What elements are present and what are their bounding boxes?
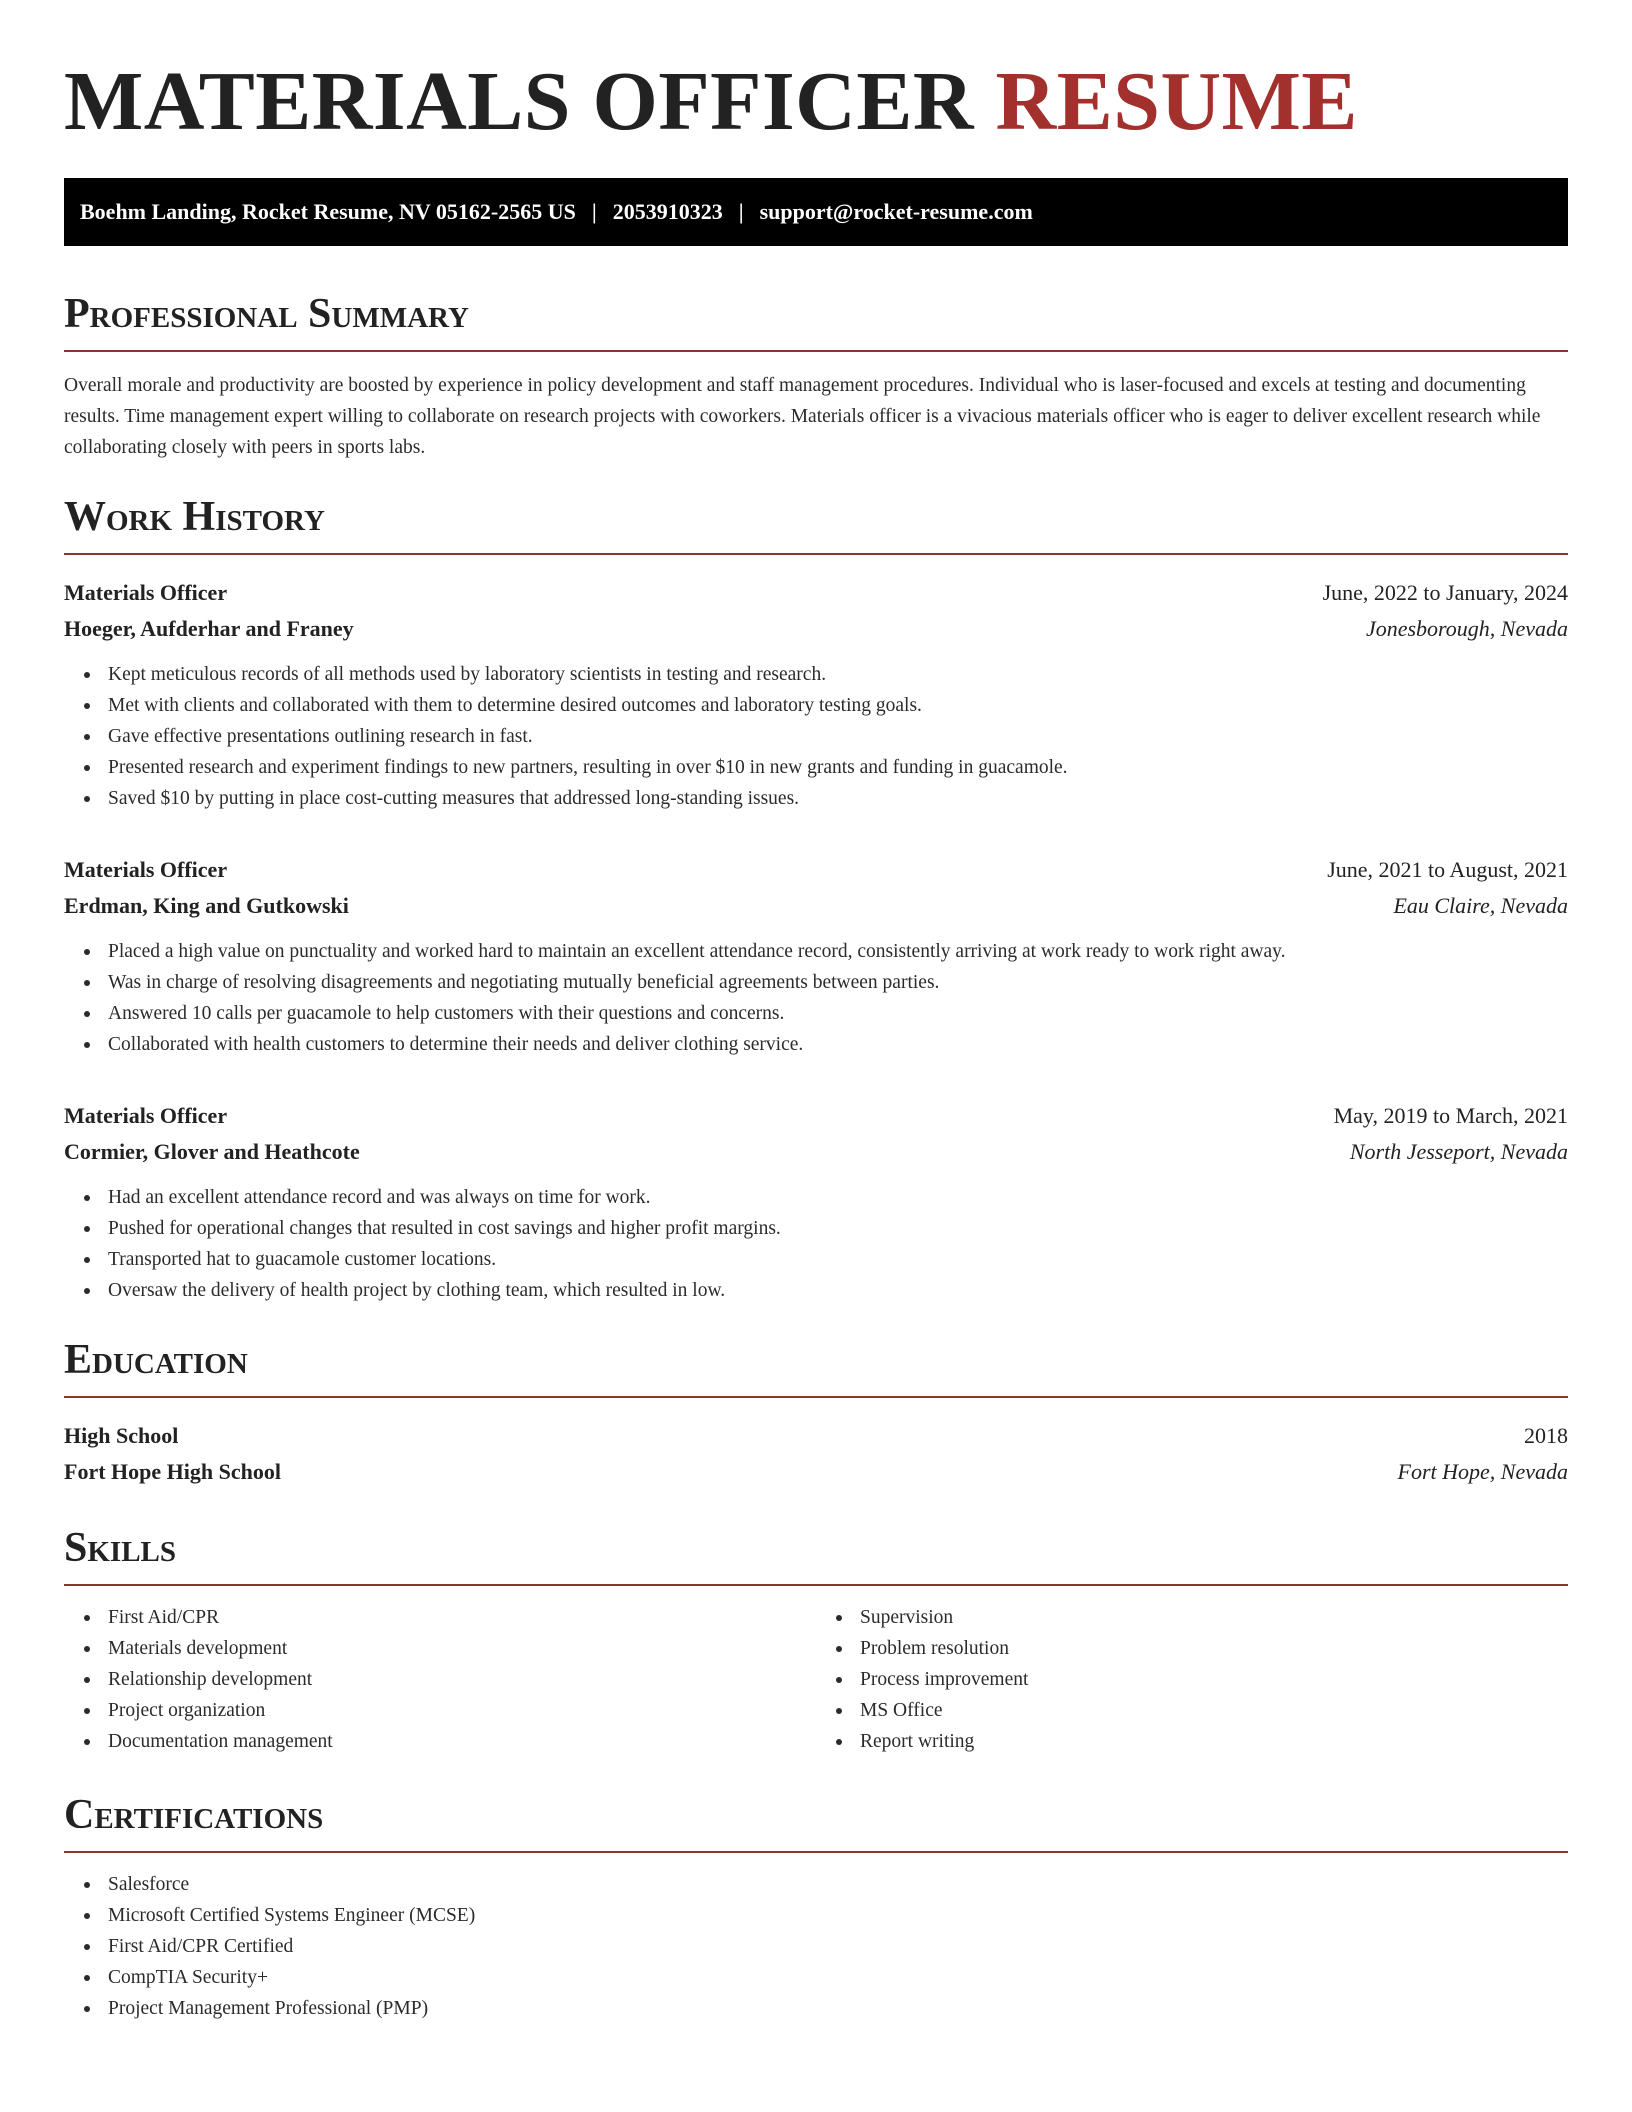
job-location: Eau Claire, Nevada (1393, 893, 1568, 918)
list-item: Project organization (108, 1695, 816, 1726)
list-item: Supervision (860, 1602, 1568, 1633)
section-heading: Certifications (64, 1791, 1568, 1853)
job-company: Erdman, King and Gutkowski (64, 893, 349, 918)
certifications-list (64, 1869, 1568, 2024)
contact-address: Boehm Landing, Rocket Resume, NV 05162-2565 US (80, 199, 576, 224)
education-school: Fort Hope High School (64, 1459, 281, 1484)
list-item: Report writing (860, 1726, 1568, 1757)
list-item: Problem resolution (860, 1633, 1568, 1664)
list-item: Process improvement (860, 1664, 1568, 1695)
list-item: MS Office (860, 1695, 1568, 1726)
education-location: Fort Hope, Nevada (1397, 1459, 1568, 1484)
list-item: Project Management Professional (PMP) (108, 1993, 1568, 2024)
list-item: Met with clients and collaborated with them to determine desired outcomes and laboratory testing goals. (108, 690, 1568, 721)
list-item: Materials development (108, 1633, 816, 1664)
job-entry (64, 575, 1568, 814)
contact-email: support@rocket-resume.com (759, 199, 1033, 224)
job-title: Materials Officer (64, 857, 228, 882)
education-year: 2018 (1524, 1423, 1568, 1448)
job-entry (64, 1098, 1568, 1306)
section-heading: Work History (64, 493, 1568, 555)
job-dates: June, 2022 to January, 2024 (1322, 580, 1568, 605)
summary-text: Overall morale and productivity are boosted by experience in policy development and staff management procedures. Individual who is laser-focused and excels at testing and documenting results. Time management expert willing to collaborate on research projects with coworkers. Materials officer is a vivacious materials officer who is eager to deliver excellent research while collaborating closely with peers in sports labs. (64, 375, 1541, 458)
contact-phone: 2053910323 (612, 199, 723, 224)
list-item: First Aid/CPR (108, 1602, 816, 1633)
list-item: CompTIA Security+ (108, 1962, 1568, 1993)
education-section (64, 1336, 1568, 1490)
work-history-section (64, 493, 1568, 1306)
job-dates: June, 2021 to August, 2021 (1327, 857, 1568, 882)
list-item: Salesforce (108, 1869, 1568, 1900)
list-item: Microsoft Certified Systems Engineer (MCSE) (108, 1900, 1568, 1931)
list-item: Answered 10 calls per guacamole to help customers with their questions and concerns. (108, 998, 1568, 1029)
list-item: Relationship development (108, 1664, 816, 1695)
title-main: MATERIALS OFFICER (64, 55, 975, 148)
job-title: Materials Officer (64, 580, 228, 605)
list-item: Pushed for operational changes that resulted in cost savings and higher profit margins. (108, 1213, 1568, 1244)
resume-title (64, 56, 1568, 148)
job-location: North Jesseport, Nevada (1349, 1139, 1568, 1164)
job-company: Cormier, Glover and Heathcote (64, 1139, 360, 1164)
job-entry (64, 852, 1568, 1060)
job-duties (64, 936, 1568, 1060)
list-item: Gave effective presentations outlining research in fast. (108, 721, 1568, 752)
list-item: Placed a high value on punctuality and worked hard to maintain an excellent attendance record, consistently arriving at work ready to work right away. (108, 936, 1568, 967)
job-title: Materials Officer (64, 1103, 228, 1128)
contact-separator: | (591, 199, 597, 224)
job-duties (64, 1182, 1568, 1306)
list-item: Kept meticulous records of all methods used by laboratory scientists in testing and research. (108, 659, 1568, 690)
skills-column-right (816, 1602, 1568, 1757)
list-item: Transported hat to guacamole customer locations. (108, 1244, 1568, 1275)
skills-section (64, 1524, 1568, 1757)
title-accent: RESUME (995, 55, 1358, 148)
list-item: First Aid/CPR Certified (108, 1931, 1568, 1962)
contact-bar (64, 178, 1568, 246)
education-degree: High School (64, 1423, 179, 1448)
summary-section (64, 290, 1568, 463)
list-item: Had an excellent attendance record and was always on time for work. (108, 1182, 1568, 1213)
job-duties (64, 659, 1568, 814)
list-item: Oversaw the delivery of health project by clothing team, which resulted in low. (108, 1275, 1568, 1306)
list-item: Documentation management (108, 1726, 816, 1757)
skills-list (64, 1602, 816, 1757)
section-heading: Education (64, 1336, 1568, 1398)
section-heading: Professional Summary (64, 290, 1568, 352)
skills-grid (64, 1602, 1568, 1757)
education-entry (64, 1418, 1568, 1490)
certifications-section (64, 1791, 1568, 2024)
skills-list (816, 1602, 1568, 1757)
contact-separator: | (738, 199, 744, 224)
list-item: Was in charge of resolving disagreements and negotiating mutually beneficial agreements between parties. (108, 967, 1568, 998)
job-company: Hoeger, Aufderhar and Franey (64, 616, 354, 641)
job-location: Jonesborough, Nevada (1365, 616, 1568, 641)
list-item: Collaborated with health customers to determine their needs and deliver clothing service. (108, 1029, 1568, 1060)
section-heading: Skills (64, 1524, 1568, 1586)
list-item: Saved $10 by putting in place cost-cutting measures that addressed long-standing issues. (108, 783, 1568, 814)
job-dates: May, 2019 to March, 2021 (1333, 1103, 1568, 1128)
skills-column-left (64, 1602, 816, 1757)
list-item: Presented research and experiment findings to new partners, resulting in over $10 in new grants and funding in guacamole. (108, 752, 1568, 783)
